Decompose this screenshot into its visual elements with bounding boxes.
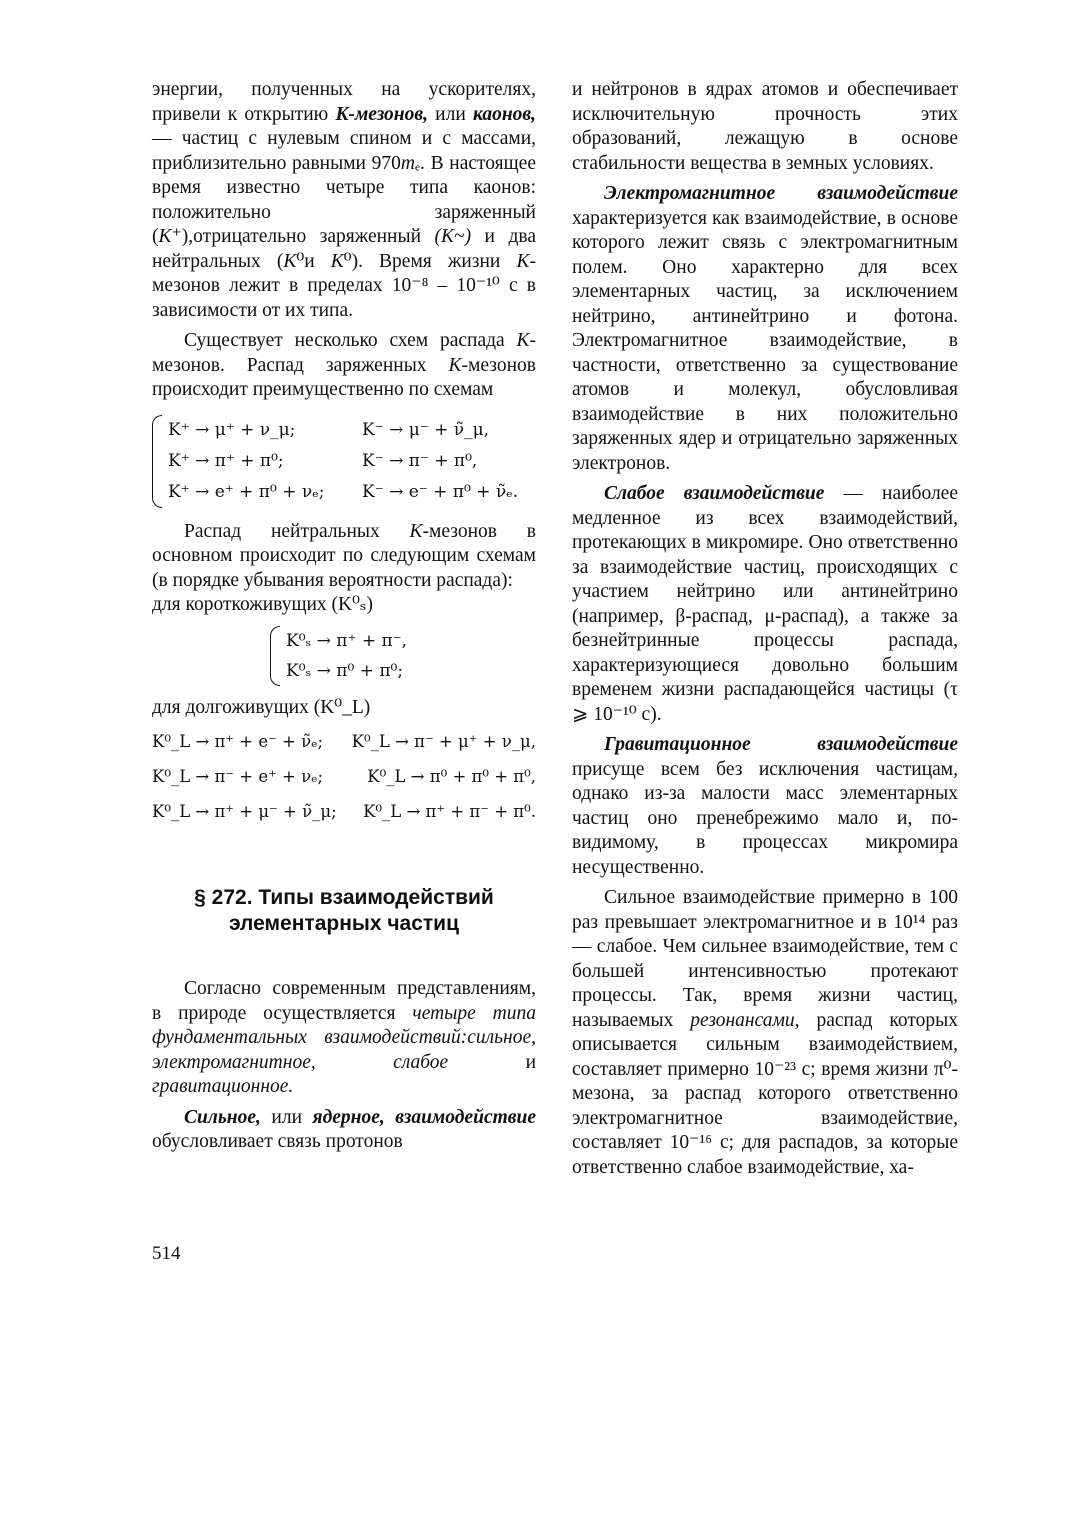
text-run: обусловливает связь протонов <box>152 1131 403 1152</box>
text-run: или <box>427 103 473 125</box>
text-run: Электромагнитное взаимодействие <box>604 183 958 204</box>
text-run: K <box>330 250 344 272</box>
paragraph-nucleus-stability <box>572 78 958 176</box>
text-run: ядерное, взаимодействие <box>312 1106 536 1128</box>
text-run: — частиц с нулевым спином и с массами, приблизительно равными 970 <box>152 128 536 174</box>
text-run: Согласно современным представлениям, в природе осуществляется <box>152 978 536 1024</box>
text-run: -мезонов происходит преимущественно по схемам <box>152 354 536 400</box>
text-run: Существует несколько схем распада <box>184 330 517 351</box>
text-run: K <box>158 226 172 247</box>
text-run: Гравитационное взаимодействие <box>604 734 958 755</box>
paragraph-electromagnetic <box>572 182 958 476</box>
text-run: -мезонов. Распад заряженных <box>152 330 536 376</box>
brace <box>270 626 280 686</box>
equation-row: K⁺ → μ⁺ + ν_μ; K⁻ → μ⁻ + ν̃_μ, <box>168 419 490 440</box>
paragraph-weak <box>572 482 958 727</box>
brace <box>152 415 162 508</box>
paragraph-comparison <box>572 886 958 1180</box>
text-run: Сильное взаимодействие примерно в 100 раз превышает электромагнитное и в 10¹⁴ раз — слабое. Чем сильнее взаимодействие, тем с большей интенсивностью протекают процессы. Так, время жизни частиц, называемых <box>572 887 958 1031</box>
equation-row: K⁰_L → π⁺ + e⁻ + ν̃ₑ; K⁰_L → π⁻ + μ⁺ + ν_μ, <box>152 732 536 751</box>
text-run: ₑ. В настоящее время известно четыре типа каонов: положительно заряженный ( <box>152 152 536 247</box>
text-run: (K~) <box>434 226 472 247</box>
paragraph-four-interactions <box>152 977 536 1100</box>
text-run: K <box>409 520 423 542</box>
text-run: K <box>448 354 462 376</box>
text-run: и <box>448 1051 537 1073</box>
text-run: K <box>283 250 297 272</box>
text-run: характеризуется как взаимодействие, в основе которого лежит связь с электромагнитным полем. Оно характерно для всех элементарных частиц, за исключением нейтрино, антинейтрино и фотона. Электромагнитное взаимодействие, в частности, ответственно за существование атомов и молекул, обусловливая взаимодействие в них положительно заряженных ядер и отрицательно заряженных электронов. <box>572 207 958 474</box>
paragraph-gravitational <box>572 733 958 880</box>
text-run: Сильное, <box>184 1106 261 1128</box>
text-run: присуще всем без исключения частицам, однако из-за малости масс элементарных частиц оно пренебрежимо мало и, по-видимому, в процессах микромира несущественно. <box>572 758 958 878</box>
paragraph-decay-schemes <box>152 329 536 403</box>
section-title-line: § 272. Типы взаимодействий <box>194 886 494 909</box>
text-run: каонов, <box>472 103 537 125</box>
long-lived-label: для долгоживущих (K⁰_L) <box>152 696 371 718</box>
text-run: гравитационное. <box>152 1076 294 1097</box>
right-column <box>572 78 958 1180</box>
paragraph-kaons <box>152 78 536 323</box>
paragraph-strong-interaction <box>152 1106 536 1155</box>
text-run: -мезонов в основном происходит по следующим схемам (в порядке убывания вероятности распада): <box>152 520 536 591</box>
short-lived-label: для короткоживущих (K⁰ₛ) <box>152 594 373 615</box>
text-run: Распад нейтральных <box>184 520 410 542</box>
text-run: K <box>516 330 530 351</box>
equation-row: K⁰_L → π⁻ + e⁺ + νₑ; K⁰_L → π⁰ + π⁰ + π⁰, <box>152 767 536 786</box>
text-run: и два нейтральных ( <box>152 226 536 272</box>
section-title-line: элементарных частиц <box>228 912 459 935</box>
text-run: резонансами, <box>690 1009 800 1031</box>
text-run: — наиболее медленное из всех взаимодействий, протекающих в микромире. Оно ответственно за взаимодействие частиц, происходящих с участием нейтрино или антинейтрино (например, β-распад, μ-распад), а также за безнейтринные процессы распада, характеризующиеся довольно большим временем жизни распадающейся частицы (τ ⩾ 10⁻¹⁰ с). <box>572 483 958 725</box>
text-run: -мезонов лежит в пределах 10⁻⁸ – 10⁻¹⁰ с в зависимости от их типа. <box>152 250 536 321</box>
long-lived-decay-list <box>152 724 536 829</box>
short-lived-decay-system <box>270 626 536 686</box>
text-run: энергии, полученных на ускорителях, привели к открытию <box>152 79 536 125</box>
text-run: Слабое взаимодействие <box>604 483 825 504</box>
text-run: ⁰). Время жизни <box>343 250 517 272</box>
equation-row: K⁺ → π⁺ + π⁰; K⁻ → π⁻ + π⁰, <box>168 450 478 471</box>
equation-row: K⁰ₛ → π⁰ + π⁰; <box>286 660 404 681</box>
equation-row: K⁰_L → π⁺ + μ⁻ + ν̃_μ; K⁰_L → π⁺ + π⁻ + π⁰. <box>152 802 536 821</box>
text-run: и нейтронов в ядрах атомов и обеспечивает исключительную прочность этих образований, лежащую в основе стабильности вещества в земных условиях. <box>572 79 958 174</box>
text-run: четыре типа фундаментальных взаимодействий:сильное, электромагнитное, слабое <box>152 1002 536 1073</box>
text-run: m <box>400 152 416 174</box>
text-run: ⁺),отрицательно заряженный <box>171 226 435 247</box>
left-column <box>152 78 536 1155</box>
equation-row: K⁺ → e⁺ + π⁰ + νₑ; K⁻ → e⁻ + π⁰ + ν̃ₑ. <box>168 481 519 502</box>
equation-row: K⁰ₛ → π⁺ + π⁻, <box>286 630 408 651</box>
paragraph-neutral-kaons <box>152 520 536 594</box>
text-run: распад которых описывается сильным взаимодействием, составляет примерно 10⁻²³ с; время жизни π⁰-мезона, за распад которого ответственно электромагнитное взаимодействие, составляет 10⁻¹⁶ с; для распадов, за которые ответственно слабое взаимодействие, ха- <box>572 1009 958 1178</box>
text-run: ⁰и <box>296 250 331 272</box>
text-run: K-мезонов, <box>335 103 428 125</box>
text-run: K <box>516 250 530 272</box>
page-number: 514 <box>152 1243 181 1264</box>
charged-kaon-decay-system <box>152 415 536 508</box>
text-run: или <box>260 1106 313 1128</box>
section-heading <box>152 885 536 937</box>
